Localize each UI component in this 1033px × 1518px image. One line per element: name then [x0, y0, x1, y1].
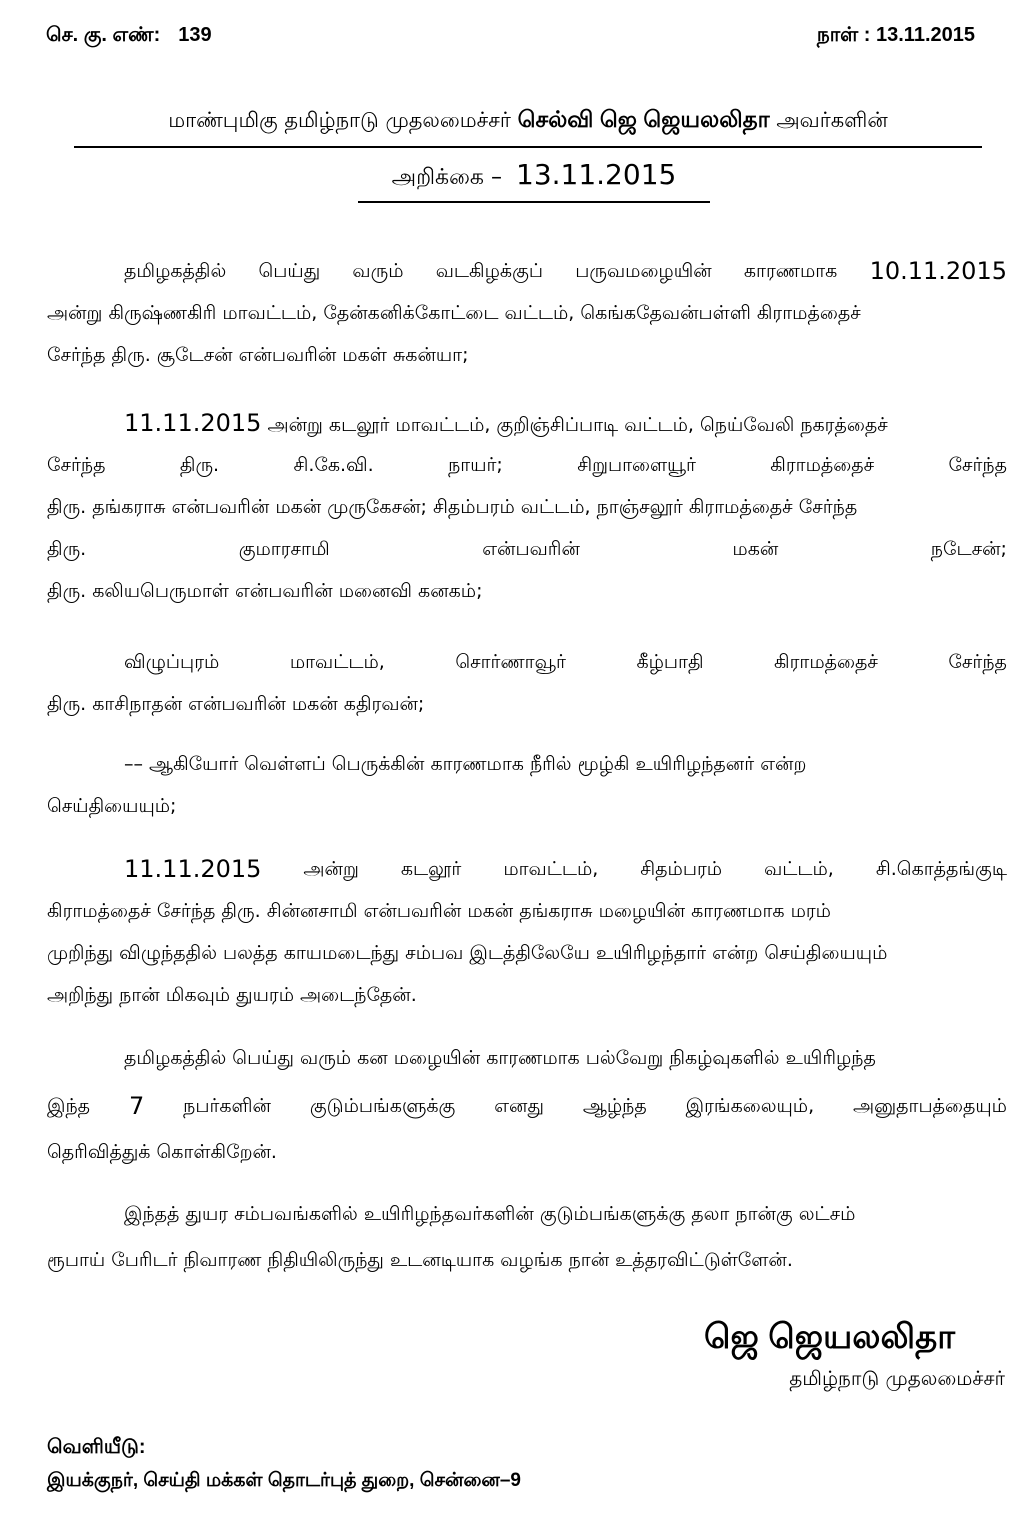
paragraph-line: அன்று கிருஷ்ணகிரி மாவட்டம், தேன்கனிக்கோட்டை வட்டம், கெங்கதேவன்பள்ளி கிராமத்தைச் [47, 302, 861, 324]
word: கிராமத்தைச் [774, 651, 878, 673]
word: இந்த [47, 1095, 91, 1117]
paragraph-5 [47, 848, 1007, 1016]
paragraph-4 [47, 743, 1007, 827]
paragraph-3 [47, 641, 1007, 725]
paragraph-line: தமிழகத்தில் பெய்து வரும் கன மழையின் காரணமாக பல்வேறு நிகழ்வுகளில் உயிரிழந்த [124, 1047, 876, 1069]
word: கீழ்பாதி [636, 651, 704, 673]
word: அன்று கடலூர் மாவட்டம், குறிஞ்சிப்பாடி வட்டம், நெய்வேலி நகரத்தைச் [267, 414, 888, 436]
word: ஆழ்ந்த [582, 1095, 647, 1117]
signatory-designation: தமிழ்நாடு முதலமைச்சர் [789, 1366, 1005, 1390]
word: சி.கே.வி. [293, 454, 374, 476]
paragraph-line: தெரிவித்துக் கொள்கிறேன். [47, 1141, 277, 1163]
document-header [46, 24, 975, 56]
word: குடும்பங்களுக்கு [309, 1095, 456, 1117]
statement-underline [358, 201, 710, 203]
paragraph-line [47, 641, 1007, 683]
word: திரு. [47, 538, 87, 560]
word: 11.11.2015 [124, 855, 262, 883]
word: சேர்ந்த [948, 454, 1007, 476]
word: சேர்ந்த [948, 651, 1007, 673]
word: அன்று [303, 858, 359, 880]
word: மாவட்டம், [289, 651, 385, 673]
word: கடலூர் [400, 858, 462, 880]
paragraph-line: அறிந்து நான் மிகவும் துயரம் அடைந்தேன். [47, 984, 417, 1006]
statement-date: 13.11.2015 [516, 158, 677, 191]
paragraph-line: திரு. காசிநாதன் என்பவரின் மகன் கதிரவன்; [47, 693, 425, 715]
word: 11.11.2015 [124, 409, 262, 437]
paragraph-line [47, 528, 1007, 570]
word: காரணமாக [743, 260, 838, 282]
word: நடேசன்; [930, 538, 1007, 560]
word: விழுப்புரம் [124, 651, 220, 673]
reference-label: செ. கு. எண்: [46, 24, 161, 46]
word: சிறுபாளையூர் [577, 454, 696, 476]
word: அனுதாபத்தையும் [853, 1095, 1007, 1117]
signatory-name: ஜெ ஜெயலலிதா [704, 1318, 955, 1356]
word: பெய்து [258, 260, 321, 282]
heading-name: செல்வி ஜெ ஜெயலலிதா [517, 106, 770, 132]
paragraph-line: ரூபாய் பேரிடர் நிவாரண நிதியிலிருந்து உடனடியாக வழங்க நான் உத்தரவிட்டுள்ளேன். [47, 1249, 793, 1271]
release-label: வெளியீடு: [47, 1436, 146, 1458]
word: மகன் [732, 538, 779, 560]
statement-title [358, 158, 710, 193]
paragraph-line: செய்தியையும்; [47, 795, 177, 817]
word: வடகிழக்குப் [435, 260, 543, 282]
paragraph-line: இந்தத் துயர சம்பவங்களில் உயிரிழந்தவர்களின் குடும்பங்களுக்கு தலா நான்கு லட்சம் [124, 1203, 856, 1225]
word: சி.கொத்தங்குடி [875, 858, 1007, 880]
word: 10.11.2015 [869, 257, 1007, 285]
word: எனது [494, 1095, 544, 1117]
paragraph-line: திரு. தங்கராசு என்பவரின் மகன் முருகேசன்; சிதம்பரம் வட்டம், நாஞ்சலூர் கிராமத்தைச் சேர்ந்த [47, 496, 858, 518]
heading-underline [74, 146, 982, 148]
document-heading [74, 106, 982, 136]
header-date: நாள் : 13.11.2015 [816, 24, 975, 46]
word: வரும் [352, 260, 404, 282]
word: கிராமத்தைச் [770, 454, 875, 476]
word: பருவமழையின் [575, 260, 712, 282]
word: குமாரசாமி [238, 538, 330, 560]
word: தமிழகத்தில் [124, 260, 227, 282]
heading-prefix: மாண்புமிகு தமிழ்நாடு முதலமைச்சர் [168, 108, 511, 132]
word: சிதம்பரம் [640, 858, 723, 880]
statement-label: அறிக்கை – [391, 165, 502, 190]
paragraph-6 [47, 1037, 1007, 1173]
paragraph-line: முறிந்து விழுந்ததில் பலத்த காயமடைந்து சம்பவ இடத்திலேயே உயிரிழந்தார் என்ற செய்தியையும் [47, 942, 888, 964]
word: மாவட்டம், [503, 858, 599, 880]
paragraph-line [47, 402, 1007, 444]
paragraph-line [47, 1085, 1007, 1127]
word: 7 [128, 1092, 145, 1120]
paragraph-line [47, 848, 1007, 890]
reference-value: 139 [178, 24, 212, 46]
heading-suffix: அவர்களின் [776, 108, 888, 132]
paragraph-line [47, 250, 1007, 292]
paragraph-line: திரு. கலியபெருமாள் என்பவரின் மனைவி கனகம்; [47, 580, 483, 602]
word: சேர்ந்த [47, 454, 106, 476]
paragraph-1 [47, 250, 1007, 376]
word: திரு. [179, 454, 220, 476]
paragraph-2 [47, 402, 1007, 612]
paragraph-line: கிராமத்தைச் சேர்ந்த திரு. சின்னசாமி என்பவரின் மகன் தங்கராசு மழையின் காரணமாக மரம் [47, 900, 831, 922]
word: நபர்களின் [183, 1095, 271, 1117]
word: வட்டம், [764, 858, 834, 880]
paragraph-7 [47, 1193, 1007, 1281]
word: இரங்கலையும், [685, 1095, 815, 1117]
word: நாயர்; [448, 454, 503, 476]
paragraph-line: –– ஆகியோர் வெள்ளப் பெருக்கின் காரணமாக நீரில் மூழ்கி உயிரிழந்தனர் என்ற [124, 753, 807, 775]
word: என்பவரின் [482, 538, 580, 560]
paragraph-line: சேர்ந்த திரு. சூடேசன் என்பவரின் மகள் சுகன்யா; [47, 344, 469, 366]
release-issuer: இயக்குநர், செய்தி மக்கள் தொடர்புத் துறை, சென்னை–9 [47, 1470, 521, 1491]
reference-number [46, 24, 212, 49]
word: சொர்ணாவூர் [455, 651, 566, 673]
paragraph-line [47, 444, 1007, 486]
